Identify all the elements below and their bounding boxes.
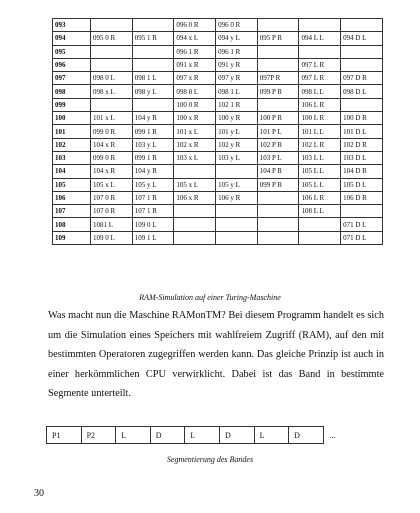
table-cell: 106 L R (299, 191, 341, 204)
table-cell: 100 L R (299, 112, 341, 125)
table-cell (132, 98, 174, 111)
table-cell (341, 58, 383, 71)
table-cell: 101 P L (257, 125, 299, 138)
table-cell (299, 45, 341, 58)
table-cell: 105 L L (299, 165, 341, 178)
table-cell: 096 0 R (174, 19, 216, 32)
table-row (53, 58, 383, 71)
tape-caption: Segmentierung des Bandes (166, 455, 254, 464)
table-cell (257, 231, 299, 244)
table-cell: 098 D L (341, 85, 383, 98)
table-cell: 104 x R (91, 138, 133, 151)
table-cell: 095 1 R (132, 32, 174, 45)
table-cell: 103 D L (341, 151, 383, 164)
table-row (53, 231, 383, 244)
table-cell: 097P R (257, 72, 299, 85)
table-cell (216, 218, 258, 231)
table-cell: 102 x R (174, 138, 216, 151)
table-row-header: 099 (53, 98, 91, 111)
table-cell: 098 x L (91, 85, 133, 98)
table-cell: 094 L L (299, 32, 341, 45)
tape-cell: L (115, 426, 151, 444)
table-row (53, 165, 383, 178)
table-cell: 100 P R (257, 112, 299, 125)
table-cell: 099 0 R (91, 125, 133, 138)
table-row (53, 112, 383, 125)
table-cell: 103 x L (174, 151, 216, 164)
table-cell: 094 x L (174, 32, 216, 45)
table-cell: 094 D L (341, 32, 383, 45)
table-cell: 106 x R (174, 191, 216, 204)
table-cell: 102 1 R (216, 98, 258, 111)
table-row-header: 103 (53, 151, 91, 164)
table-cell (257, 58, 299, 71)
table-cell: 071 D L (341, 231, 383, 244)
tape-cell: P2 (81, 426, 117, 444)
table-row (53, 72, 383, 85)
table-cell: 096 1 R (174, 45, 216, 58)
table-cell: 101 D L (341, 125, 383, 138)
tape-cell: L (254, 426, 290, 444)
table-cell: 107 0 R (91, 205, 133, 218)
table-cell (91, 98, 133, 111)
table-row (53, 85, 383, 98)
table-row (53, 191, 383, 204)
table-row-header: 109 (53, 231, 91, 244)
table-cell: 106 y R (216, 191, 258, 204)
table-cell: 105 L L (299, 178, 341, 191)
table-cell: 101 x L (91, 112, 133, 125)
table-row (53, 45, 383, 58)
table-row-header: 097 (53, 72, 91, 85)
table-cell: 096 0 R (216, 19, 258, 32)
table-cell: 105 D L (341, 178, 383, 191)
tape-diagram (46, 426, 336, 444)
table-cell: 102 D R (341, 138, 383, 151)
table-cell: 097 y R (216, 72, 258, 85)
table-row (53, 218, 383, 231)
table-row (53, 19, 383, 32)
body-paragraph: Was macht nun die Maschine RAMonTM? Bei diesem Programm handelt es sich um die Simulation eines Speichers mit wahlfreiem Zugriff (RAM), auf den mit bestimmten Operatoren zugegriffen werden kann. Das gleiche Prinzip ist auch in einer herkömmlichen CPU verwirklicht. Dabei ist das Band in bestimmte Segmente unterteilt. (48, 310, 384, 400)
table-cell: 104 P R (257, 165, 299, 178)
tape-cell: D (150, 426, 186, 444)
table-cell (299, 231, 341, 244)
table-cell: 102 L R (299, 138, 341, 151)
table-cell (132, 45, 174, 58)
table-cell: 102 P R (257, 138, 299, 151)
table-row-header: 108 (53, 218, 91, 231)
table-cell (299, 218, 341, 231)
table-row-header: 104 (53, 165, 91, 178)
table-row (53, 205, 383, 218)
table-cell: 101 x L (174, 125, 216, 138)
table-cell: 097 L R (299, 72, 341, 85)
table-cell: 095 0 R (91, 32, 133, 45)
table-cell (257, 205, 299, 218)
table-cell (341, 45, 383, 58)
table-cell: 095 P R (257, 32, 299, 45)
table-cell: 091 y R (216, 58, 258, 71)
table-cell: 105 x L (91, 178, 133, 191)
table-cell (257, 98, 299, 111)
table-cell (257, 218, 299, 231)
ram-simulation-table (52, 18, 383, 245)
table-cell: 101 y L (216, 125, 258, 138)
table-cell: 103 y L (216, 151, 258, 164)
table-cell: 108 L L (299, 205, 341, 218)
table-cell: 099 1 R (132, 125, 174, 138)
table-cell: 091 x R (174, 58, 216, 71)
table-row-header: 098 (53, 85, 91, 98)
table-cell (132, 58, 174, 71)
table-cell: 103 P L (257, 151, 299, 164)
table-cell (174, 205, 216, 218)
table-cell (91, 45, 133, 58)
table-caption: RAM-Simulation auf einer Turing-Maschine (139, 293, 281, 302)
table-cell: 097 x R (174, 72, 216, 85)
table-cell: 109 0 L (91, 231, 133, 244)
table-cell: 105 y L (216, 178, 258, 191)
table-cell: 098 0 L (174, 85, 216, 98)
table-cell: 098 L L (299, 85, 341, 98)
table-cell: 099 1 R (132, 151, 174, 164)
table-row (53, 98, 383, 111)
table-cell (299, 19, 341, 32)
table-cell (257, 45, 299, 58)
table-row (53, 178, 383, 191)
table-row (53, 125, 383, 138)
table-cell: 099 P R (257, 85, 299, 98)
table-cell: 109 0 L (132, 218, 174, 231)
table-row-header: 096 (53, 58, 91, 71)
table-row (53, 151, 383, 164)
table-cell: 094 y L (216, 32, 258, 45)
table-cell: 100 D R (341, 112, 383, 125)
table-cell: 097 D R (341, 72, 383, 85)
table-cell: 100 x R (174, 112, 216, 125)
table-row-header: 107 (53, 205, 91, 218)
table-row-header: 105 (53, 178, 91, 191)
table-row (53, 32, 383, 45)
table-cell (341, 19, 383, 32)
table-cell: 103 y L (132, 138, 174, 151)
table-cell: 100 0 R (174, 98, 216, 111)
table-cell (91, 19, 133, 32)
table-cell: 109 1 L (132, 231, 174, 244)
table-cell (216, 165, 258, 178)
table-cell (174, 231, 216, 244)
table-row-header: 093 (53, 19, 91, 32)
table-cell: 098 1 L (216, 85, 258, 98)
table-cell: 106 L R (299, 98, 341, 111)
table-cell: 105 x L (174, 178, 216, 191)
table-row-header: 095 (53, 45, 91, 58)
table-cell: 107 1 R (132, 191, 174, 204)
table-cell (216, 231, 258, 244)
table-cell: 106 D R (341, 191, 383, 204)
table-cell: 107 1 R (132, 205, 174, 218)
tape-cell: D (288, 426, 324, 444)
table-cell: 105 y L (132, 178, 174, 191)
tape-cell: L (184, 426, 220, 444)
table-cell: 096 1 R (216, 45, 258, 58)
table-cell: 099 P R (257, 178, 299, 191)
table-cell: 098 y L (132, 85, 174, 98)
table-cell: 107 0 R (91, 191, 133, 204)
table-cell: 1081 L (91, 218, 133, 231)
table-cell (257, 19, 299, 32)
table-row-header: 102 (53, 138, 91, 151)
table-cell: 098 0 L (91, 72, 133, 85)
table-row-header: 106 (53, 191, 91, 204)
table-cell: 101 L L (299, 125, 341, 138)
tape-cell: P1 (46, 426, 82, 444)
tape-cell: D (219, 426, 255, 444)
table-cell: 104 x R (91, 165, 133, 178)
table-cell: 104 y R (132, 165, 174, 178)
table-cell (216, 205, 258, 218)
table-cell (174, 165, 216, 178)
table-cell (341, 98, 383, 111)
table-cell: 097 L R (299, 58, 341, 71)
table-cell: 098 1 L (132, 72, 174, 85)
table-row-header: 101 (53, 125, 91, 138)
table-row (53, 138, 383, 151)
table-cell: 102 y R (216, 138, 258, 151)
table-cell: 103 L L (299, 151, 341, 164)
table-cell: 099 0 R (91, 151, 133, 164)
table-cell (132, 19, 174, 32)
table-cell (91, 58, 133, 71)
table-row-header: 100 (53, 112, 91, 125)
table-cell (257, 191, 299, 204)
table-cell: 104 D R (341, 165, 383, 178)
table-cell (341, 205, 383, 218)
table-cell: 071 D L (341, 218, 383, 231)
page-number: 30 (34, 488, 44, 499)
table-cell: 100 y R (216, 112, 258, 125)
table-cell: 104 y R (132, 112, 174, 125)
tape-continuation: ... (329, 430, 336, 440)
table-row-header: 094 (53, 32, 91, 45)
table-cell (174, 218, 216, 231)
